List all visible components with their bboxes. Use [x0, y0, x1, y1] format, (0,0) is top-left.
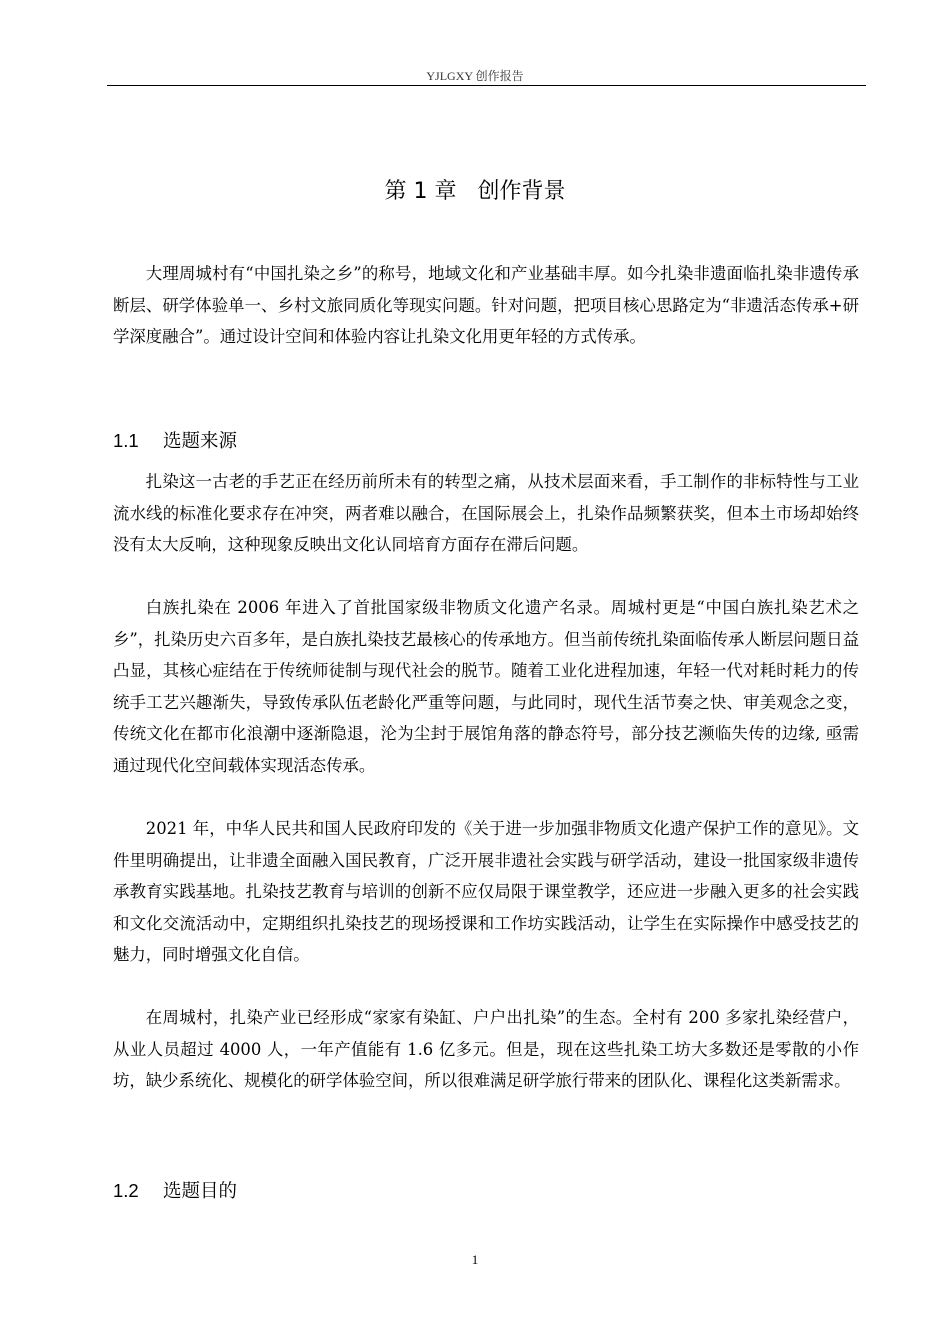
body-paragraph: 白族扎染在 2006 年进入了首批国家级非物质文化遗产名录。周城村更是“中国白族扎染艺术之乡”，扎染历史六百多年，是白族扎染技艺最核心的传承地方。但当前传统扎染面临传承人断层问题日益凸显，其核心症结在于传统师徒制与现代社会的脱节。随着工业化进程加速，年轻一代对耗时耗力的传统手工艺兴趣渐失，导致传承队伍老龄化严重等问题，与此同时，现代生活节奏之快、审美观念之变，传统文化在都市化浪潮中逐渐隐退，沦为尘封于展馆角落的静态符号，部分技艺濒临失传的边缘, 亟需通过现代化空间载体实现活态传承。 — [113, 598, 859, 775]
section-title: 选题目的 — [163, 1181, 238, 1202]
body-paragraph: 在周城村，扎染产业已经形成“家家有染缸、户户出扎染”的生态。全村有 200 多家扎染经营户，从业人员超过 4000 人，一年产值能有 1.6 亿多元。但是，现在这些扎染工坊大多数还是零散的小作坊，缺少系统化、规模化的研学体验空间，所以很难满足研学旅行带来的团队化、课程化这类新需求。 — [113, 1008, 859, 1090]
section-heading-1-2 — [113, 1177, 237, 1206]
chapter-title: 第 1 章 创作背景 — [384, 179, 566, 204]
section-number: 1.1 — [113, 430, 139, 451]
header-divider — [107, 85, 866, 86]
running-header: YJLGXY 创作报告 — [426, 69, 524, 83]
page-number: 1 — [471, 1252, 479, 1267]
section-number: 1.2 — [113, 1180, 139, 1201]
intro-paragraph: 大理周城村有“中国扎染之乡”的称号，地域文化和产业基础丰厚。如今扎染非遗面临扎染非遗传承断层、研学体验单一、乡村文旅同质化等现实问题。针对问题，把项目核心思路定为“非遗活态传承+研学深度融合”。通过设计空间和体验内容让扎染文化用更年轻的方式传承。 — [113, 264, 859, 346]
section-heading-1-1 — [113, 427, 237, 456]
body-paragraph: 扎染这一古老的手艺正在经历前所未有的转型之痛，从技术层面来看，手工制作的非标特性与工业流水线的标准化要求存在冲突，两者难以融合，在国际展会上，扎染作品频繁获奖，但本土市场却始终没有太大反响，这种现象反映出文化认同培育方面存在滞后问题。 — [113, 472, 859, 554]
body-paragraph: 2021 年，中华人民共和国人民政府印发的《关于进一步加强非物质文化遗产保护工作的意见》。文件里明确提出，让非遗全面融入国民教育，广泛开展非遗社会实践与研学活动，建设一批国家级非遗传承教育实践基地。扎染技艺教育与培训的创新不应仅局限于课堂教学，还应进一步融入更多的社会实践和文化交流活动中，定期组织扎染技艺的现场授课和工作坊实践活动，让学生在实际操作中感受技艺的魅力，同时增强文化自信。 — [113, 819, 859, 964]
section-title: 选题来源 — [163, 431, 238, 452]
